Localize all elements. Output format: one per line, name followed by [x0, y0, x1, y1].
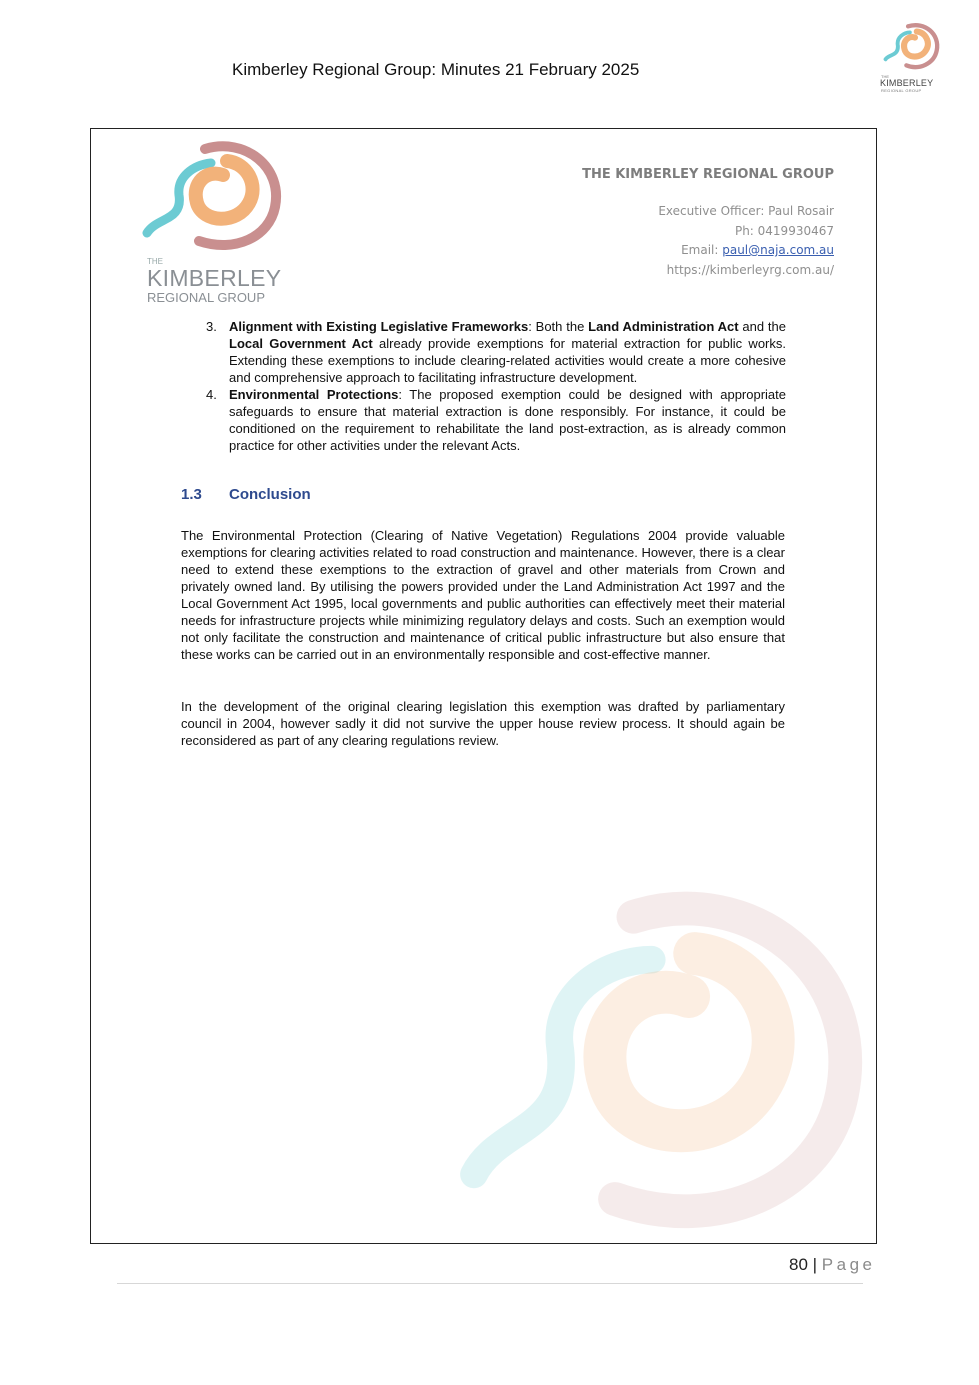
logo-subtitle-text: REGIONAL GROUP: [881, 88, 922, 93]
kimberley-logo-large: [141, 137, 291, 307]
numbered-list: [196, 318, 786, 454]
list-number: 4.: [206, 387, 217, 402]
email-line: [582, 241, 834, 261]
conclusion-paragraph-2: In the development of the original clearing legislation this exemption was drafted by parliamentary council in 2004, however sadly it did not survive the upper house review process. It should again be reconsidered as part of any clearing regulations review.: [181, 699, 785, 748]
page-separator: |: [807, 1255, 822, 1274]
act-name-bold: Land Administration Act: [588, 319, 739, 334]
list-item-lead: Alignment with Existing Legislative Frameworks: [229, 319, 529, 334]
executive-officer: Executive Officer: Paul Rosair: [658, 204, 834, 218]
section-number: 1.3: [181, 486, 202, 503]
watermark-swirl-icon: [431, 869, 877, 1244]
list-item: [196, 318, 786, 386]
footer-divider: [117, 1283, 863, 1284]
email-label: Email:: [681, 243, 723, 257]
section-heading: [181, 486, 311, 503]
logo-the-text: THE: [147, 257, 163, 266]
list-number: 3.: [206, 319, 217, 334]
list-item-text: : The proposed exemption could be designed with appropriate safeguards to ensure that material extraction is done responsibly. For instance, it could be conditioned on the requirement to rehabilitate the land post-extraction, as is already common practice for other activities under the relevant Acts.: [229, 387, 786, 453]
swirl-logo-icon: [141, 137, 291, 257]
email-link[interactable]: paul@naja.com.au: [722, 243, 834, 257]
page-header-title: Kimberley Regional Group: Minutes 21 February 2025: [232, 60, 640, 79]
list-item-lead: Environmental Protections: [229, 387, 399, 402]
logo-subtitle-text: REGIONAL GROUP: [147, 290, 265, 305]
website-url[interactable]: https://kimberleyrg.com.au/: [666, 262, 834, 277]
kimberley-logo-small: [876, 22, 948, 102]
letterhead-contact: [582, 167, 834, 280]
act-name-bold: Local Government Act: [229, 336, 373, 351]
page-word: Page: [821, 1255, 876, 1274]
logo-name-text: KIMBERLEY: [880, 78, 934, 88]
swirl-logo-icon: [876, 22, 948, 74]
logo-name-text: KIMBERLEY: [147, 265, 282, 291]
phone-number: Ph: 0419930467: [734, 223, 834, 238]
letter-frame: [90, 128, 877, 1244]
section-title: Conclusion: [229, 486, 311, 503]
list-item: [196, 386, 786, 454]
org-name: THE KIMBERLEY REGIONAL GROUP: [582, 167, 834, 182]
list-item-text: already provide exemptions for material extraction for public works. Extending these exemptions to include clearing-related activities would create a more cohesive and comprehensive approach to facilitating infrastructure development.: [229, 336, 786, 385]
logo-the-text: THE: [881, 74, 889, 79]
conclusion-paragraph-1: The Environmental Protection (Clearing of Native Vegetation) Regulations 2004 provide valuable exemptions for clearing activities related to road construction and maintenance. However, there is a clear need to extend these exemptions to the extraction of gravel and other materials from Crown and privately owned land. By utilising the powers provided under the Land Administration Act 1997 and the Local Government Act 1995, local governments and public authorities can effectively meet their material needs for infrastructure projects while minimizing regulatory delays and costs. Such an exemption would not only facilitate the construction and maintenance of critical public infrastructure but also ensure that these works can be carried out in an environmentally responsible and cost-effective manner.: [181, 528, 785, 662]
page-number: [789, 1255, 876, 1275]
page-number-value: 80: [789, 1255, 808, 1274]
list-item-text: : Both the: [528, 319, 589, 334]
list-item-text: and the: [738, 319, 786, 334]
